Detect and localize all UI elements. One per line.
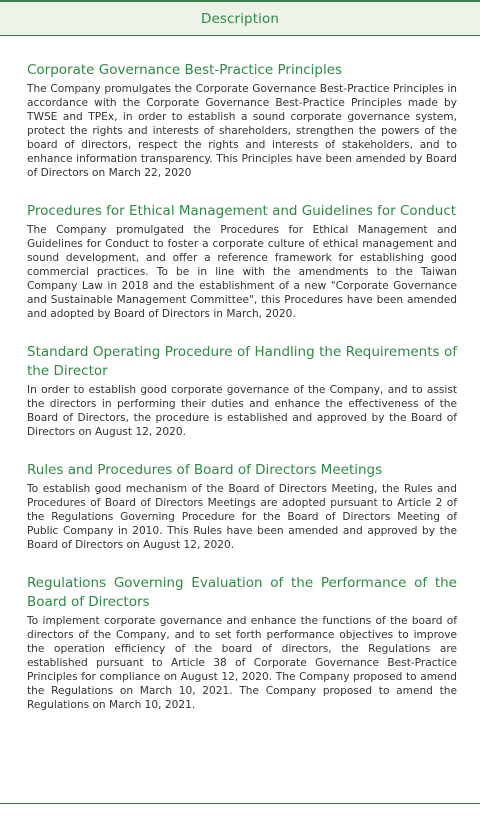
- section-corporate-governance-principles: [27, 61, 457, 180]
- header-label: Description: [201, 10, 279, 27]
- section-body: To establish good mechanism of the Board of Directors Meeting, the Rules and Procedures of Board of Directors Meetings are adopted pursuant to Article 2 of the Regulations Governing Procedure for the Board of Directors Meeting of Public Company in 2010. This Rules have been amended and approved by the Board of Directors on August 12, 2020.: [27, 483, 457, 551]
- section-title: Regulations Governing Evaluation of the Performance of the Board of Directors: [27, 575, 457, 610]
- section-board-meetings: [27, 461, 457, 552]
- section-body: The Company promulgates the Corporate Governance Best-Practice Principles in accordance with the Corporate Governance Best-Practice Principles made by TWSE and TPEx, in order to establish a sound corporate governance system, protect the rights and interests of shareholders, strengthen the powers of the board of directors, respect the rights and interests of stakeholders, and to enhance information transparency. This Principles have been amended by Board of Directors on March 22, 2020: [27, 83, 457, 179]
- section-title: Rules and Procedures of Board of Directors Meetings: [27, 462, 383, 478]
- section-board-performance-evaluation: [27, 574, 457, 712]
- section-title: Standard Operating Procedure of Handling the Requirements of the Director: [27, 344, 457, 379]
- section-body: The Company promulgated the Procedures for Ethical Management and Guidelines for Conduct to foster a corporate culture of ethical management and sound development, and offer a reference framework for establishing good commercial practices. To be in line with the amendments to the Taiwan Company Law in 2018 and the establishment of a new "Corporate Governance and Sustainable Management Committee", this Procedures have been amended and adopted by Board of Directors in March, 2020.: [27, 224, 457, 320]
- section-title: Procedures for Ethical Management and Guidelines for Conduct: [27, 203, 457, 219]
- section-title: Corporate Governance Best-Practice Principles: [27, 62, 343, 78]
- section-ethical-management: [27, 202, 457, 321]
- section-body: In order to establish good corporate governance of the Company, and to assist the directors in performing their duties and enhance the effectiveness of the Board of Directors, the procedure is established and approved by the Board of Directors on August 12, 2020.: [27, 384, 457, 438]
- table-header: [0, 0, 480, 36]
- description-content: [27, 61, 457, 712]
- bottom-divider: [0, 803, 480, 804]
- section-director-requirements: [27, 343, 457, 439]
- section-body: To implement corporate governance and enhance the functions of the board of directors of the Company, and to set forth performance objectives to improve the operation efficiency of the board of directors, the Regulations are established pursuant to Article 38 of Corporate Governance Best-Practice Principles for compliance on August 12, 2020. The Company proposed to amend the Regulations on March 10, 2021. The Company proposed to amend the Regulations on March 10, 2021.: [27, 615, 457, 711]
